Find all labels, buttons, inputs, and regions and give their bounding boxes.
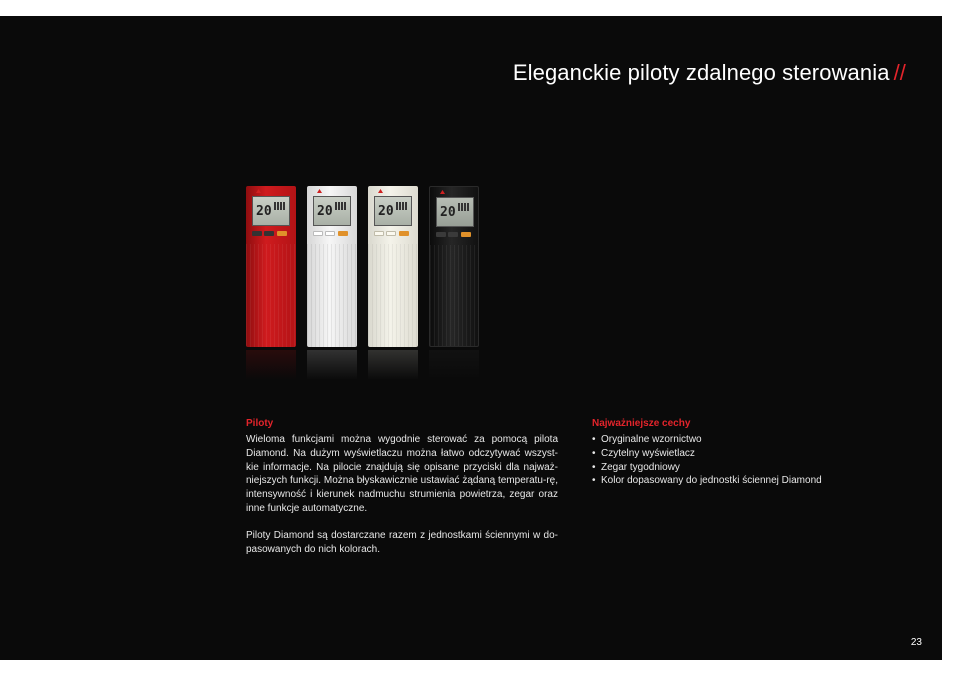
remote-body-texture bbox=[307, 244, 357, 347]
page-title-text: Eleganckie piloty zdalnego sterowania bbox=[512, 60, 890, 85]
temp-down-icon bbox=[252, 231, 262, 236]
remote-red-reflection bbox=[246, 350, 296, 380]
remote-buttons bbox=[252, 230, 290, 240]
on-off-icon bbox=[277, 231, 287, 236]
piloty-paragraph-1: Wieloma funkcjami można wygodnie sterować za pomocą pilota Diamond. Na dużym wyświetlaczu można łatwo odczytywać wszyst-kie informacje. Na pilocie znajdują się opisane przyciski dla najważ-niejszych funkcji. Można błyskawicznie ustawiać żądaną temperatu-rę, intensywność i kierunek nadmuchu strumienia powietrza, zegar oraz inne funkcje automatyczne. bbox=[246, 434, 558, 514]
remote-buttons bbox=[436, 231, 474, 241]
display-temperature: 20 bbox=[378, 204, 394, 219]
page-title bbox=[513, 60, 906, 86]
temp-up-icon bbox=[386, 231, 396, 236]
piloty-heading: Piloty bbox=[246, 418, 274, 429]
piloty-section bbox=[246, 417, 558, 556]
remote-white bbox=[307, 186, 357, 347]
on-off-icon bbox=[461, 232, 471, 237]
remote-display bbox=[374, 196, 412, 226]
remote-controls-image bbox=[244, 186, 484, 386]
brand-logo-icon bbox=[317, 189, 331, 193]
display-temperature: 20 bbox=[256, 204, 272, 219]
on-off-icon bbox=[399, 231, 409, 236]
fan-bars-icon bbox=[274, 202, 286, 210]
display-temperature: 20 bbox=[440, 205, 456, 220]
temp-down-icon bbox=[374, 231, 384, 236]
brand-logo-icon bbox=[440, 190, 454, 194]
display-temperature: 20 bbox=[317, 204, 333, 219]
remote-beige bbox=[368, 186, 418, 347]
remote-red bbox=[246, 186, 296, 347]
page-number: 23 bbox=[910, 637, 922, 648]
remote-display bbox=[313, 196, 351, 226]
list-item: • Zegar tygodniowy bbox=[592, 461, 872, 475]
temp-up-icon bbox=[325, 231, 335, 236]
remote-beige-reflection bbox=[368, 350, 418, 380]
remote-body-texture bbox=[430, 245, 478, 347]
list-item: • Oryginalne wzornictwo bbox=[592, 433, 872, 447]
remote-buttons bbox=[313, 230, 351, 240]
brand-logo-icon bbox=[256, 189, 270, 193]
fan-bars-icon bbox=[335, 202, 347, 210]
features-list bbox=[592, 433, 872, 488]
remote-black bbox=[429, 186, 479, 347]
page bbox=[0, 16, 942, 660]
temp-up-icon bbox=[448, 232, 458, 237]
title-accent: // bbox=[893, 60, 906, 85]
list-item: • Czytelny wyświetlacz bbox=[592, 447, 872, 461]
features-heading: Najważniejsze cechy bbox=[592, 418, 691, 429]
remote-black-reflection bbox=[429, 350, 479, 380]
temp-up-icon bbox=[264, 231, 274, 236]
piloty-paragraph-2: Piloty Diamond są dostarczane razem z jednostkami ściennymi w do-pasowanych do nich kolorach. bbox=[246, 529, 558, 555]
remote-display bbox=[436, 197, 474, 227]
brand-logo-icon bbox=[378, 189, 392, 193]
fan-bars-icon bbox=[396, 202, 408, 210]
fan-bars-icon bbox=[458, 203, 470, 211]
remote-body-texture bbox=[246, 244, 296, 347]
temp-down-icon bbox=[313, 231, 323, 236]
on-off-icon bbox=[338, 231, 348, 236]
features-section bbox=[592, 417, 872, 488]
temp-down-icon bbox=[436, 232, 446, 237]
remote-buttons bbox=[374, 230, 412, 240]
list-item: • Kolor dopasowany do jednostki ściennej Diamond bbox=[592, 474, 872, 488]
remote-white-reflection bbox=[307, 350, 357, 380]
remote-body-texture bbox=[368, 244, 418, 347]
remote-display bbox=[252, 196, 290, 226]
